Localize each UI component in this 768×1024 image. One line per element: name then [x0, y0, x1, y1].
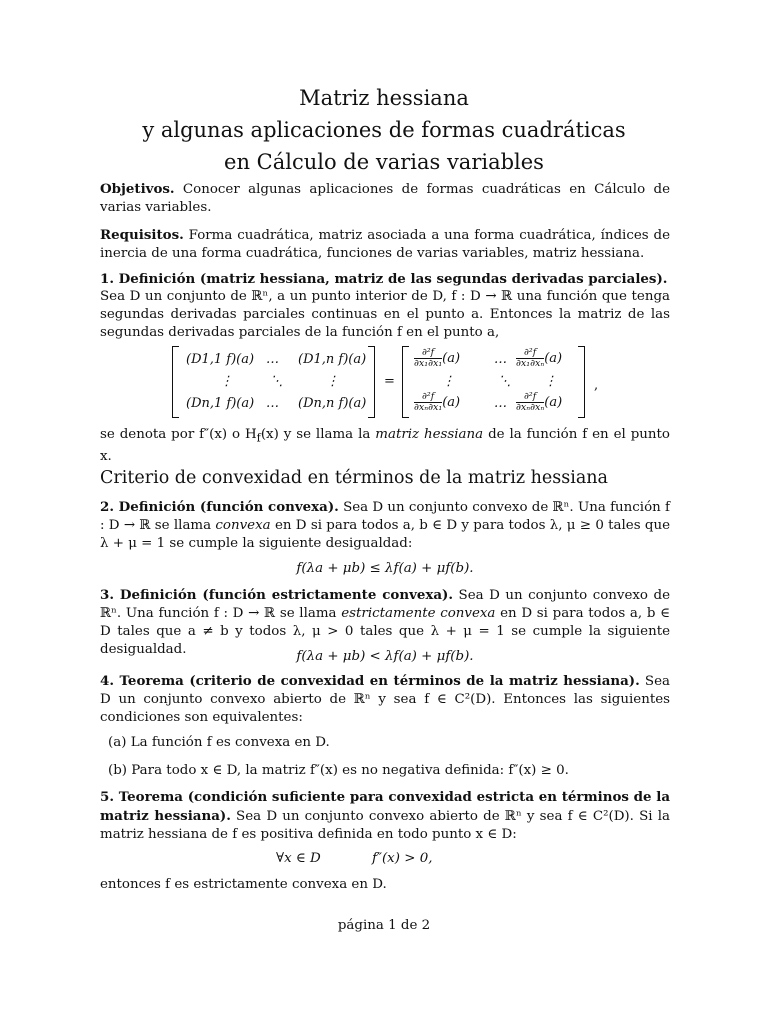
right-matrix-r3c2: … — [494, 396, 507, 411]
section-heading: Criterio de convexidad en términos de la matriz hessiana — [100, 468, 608, 488]
theorem-5-conclusion: entonces f es estrictamente convexa en D. — [100, 877, 387, 892]
right-matrix-r2c3: ⋮ — [544, 374, 557, 389]
objetivos-paragraph — [100, 180, 670, 217]
right-matrix-r2c1: ⋮ — [442, 374, 455, 389]
right-matrix-r1c3: $\frac{\text{∂²f}}{\text{∂x₁∂xₙ}}$ (a) — [516, 347, 563, 369]
left-matrix-r3c1: (Dn,1 f)(a) — [186, 396, 255, 411]
left-matrix-r1c1: (D1,1 f)(a) — [186, 352, 255, 367]
theorem-4-item-a: (a) La función f es convexa en D. — [108, 735, 330, 750]
right-matrix-r3c3: $\frac{\text{∂²f}}{\text{∂xₙ∂xₙ}}$ (a) — [516, 391, 563, 413]
title-line-2: y algunas aplicaciones de formas cuadráticas — [142, 118, 626, 142]
hessian-matrix-equation — [172, 344, 612, 420]
theorem-5-formula-quantifier: ∀x ∈ D — [276, 851, 321, 866]
requisitos-text: Forma cuadrática, matriz asociada a una forma cuadrática, índices de inercia de una forma cuadrática, funciones de varias variables, matriz hessiana. — [100, 228, 670, 261]
definition-3-formula: f(λa + μb) < λf(a) + μf(b). — [296, 649, 474, 664]
theorem-5-label: 5. Teorema (condición suficiente para convexidad estricta en términos de la matriz hessiana). — [100, 789, 670, 824]
right-matrix-r2c2: ⋱ — [498, 374, 511, 389]
theorem-4: 4. Teorema (criterio de convexidad en términos de la matriz hessiana). Sea D un conjunto convexo abierto de ℝⁿ y sea f ∈ C²(D). Entonces las siguientes condiciones son equivalentes: — [100, 673, 670, 725]
right-matrix-open-bracket — [402, 346, 409, 418]
definition-3-label: 3. Definición (función estrictamente convexa). — [100, 587, 454, 603]
left-matrix-open-bracket — [172, 346, 179, 418]
matrix-equals-sign: = — [384, 374, 395, 389]
definition-1-text: Sea D un conjunto de ℝⁿ, a un punto interior de D, f : D → ℝ una función que tenga segundas derivadas parciales continuas en el punto a. Entonces la matriz de las segundas derivadas parciales de la función f en el punto a, — [100, 289, 670, 340]
left-matrix-r2c1: ⋮ — [220, 374, 233, 389]
document-title — [0, 82, 768, 178]
left-matrix-r3c2: … — [266, 396, 279, 411]
matrix-trailing-comma: , — [594, 378, 599, 393]
right-matrix-r3c1: $\frac{\text{∂²f}}{\text{∂xₙ∂x₁}}$ (a) — [414, 391, 461, 413]
left-matrix-r2c2: ⋱ — [270, 374, 283, 389]
definition-2-label: 2. Definición (función convexa). — [100, 499, 339, 515]
right-matrix-r1c1: $\frac{\text{∂²f}}{\text{∂x₁∂x₁}}$ (a) — [414, 347, 461, 369]
definition-1-label: 1. Definición (matriz hessiana, matriz de las segundas derivadas parciales). — [100, 271, 668, 287]
title-line-1: Matriz hessiana — [299, 86, 469, 110]
left-matrix-r3c3: (Dn,n f)(a) — [298, 396, 367, 411]
requisitos-paragraph — [100, 226, 670, 263]
page-number: página 1 de 2 — [337, 918, 431, 933]
definition-1-conclusion: se denota por f″(x) o $H_f(x)$ y se llama la matriz hessiana de la función f en el punto x. — [100, 427, 670, 464]
theorem-4-label: 4. Teorema (criterio de convexidad en términos de la matriz hessiana). — [100, 673, 640, 689]
left-matrix-close-bracket — [368, 346, 375, 418]
requisitos-label: Requisitos. — [100, 227, 184, 243]
definition-3: 3. Definición (función estrictamente convexa). Sea D un conjunto convexo de ℝⁿ. Una función f : D → ℝ se llama estrictamente convexa en D si para todos a, b ∈ D tales que a ≠ b y todos λ, μ > 0 tales que λ + μ = 1 se cumple la siguiente desigualdad. — [100, 587, 670, 657]
theorem-5: 5. Teorema (condición suficiente para convexidad estricta en términos de la matriz hessiana). Sea D un conjunto convexo abierto de ℝⁿ y sea f ∈ C²(D). Si la matriz hessiana de f es positiva definida en todo punto x ∈ D: — [100, 789, 670, 842]
left-matrix-r1c2: … — [266, 352, 279, 367]
term-estrictamente-convexa: estrictamente convexa — [341, 606, 496, 621]
theorem-5-formula-condition: f″(x) > 0, — [372, 851, 433, 866]
definition-1 — [100, 270, 670, 342]
right-matrix-r1c2: … — [494, 352, 507, 367]
objetivos-text: Conocer algunas aplicaciones de formas cuadráticas en Cálculo de varias variables. — [100, 182, 670, 215]
term-matriz-hessiana: matriz hessiana — [375, 427, 484, 442]
definition-2-formula: f(λa + μb) ≤ λf(a) + μf(b). — [296, 561, 474, 576]
left-matrix-r2c3: ⋮ — [326, 374, 339, 389]
left-matrix-r1c3: (D1,n f)(a) — [298, 352, 367, 367]
title-line-3: en Cálculo de varias variables — [224, 150, 544, 174]
objetivos-label: Objetivos. — [100, 181, 175, 197]
right-matrix-close-bracket — [578, 346, 585, 418]
definition-2: 2. Definición (función convexa). Sea D un conjunto convexo de ℝⁿ. Una función f : D → ℝ se llama convexa en D si para todos a, b ∈ D y para todos λ, μ ≥ 0 tales que λ + μ = 1 se cumple la siguiente desigualdad: — [100, 499, 670, 551]
term-convexa: convexa — [215, 518, 271, 533]
theorem-4-item-b: (b) Para todo x ∈ D, la matriz f″(x) es no negativa definida: f″(x) ≥ 0. — [108, 763, 569, 778]
